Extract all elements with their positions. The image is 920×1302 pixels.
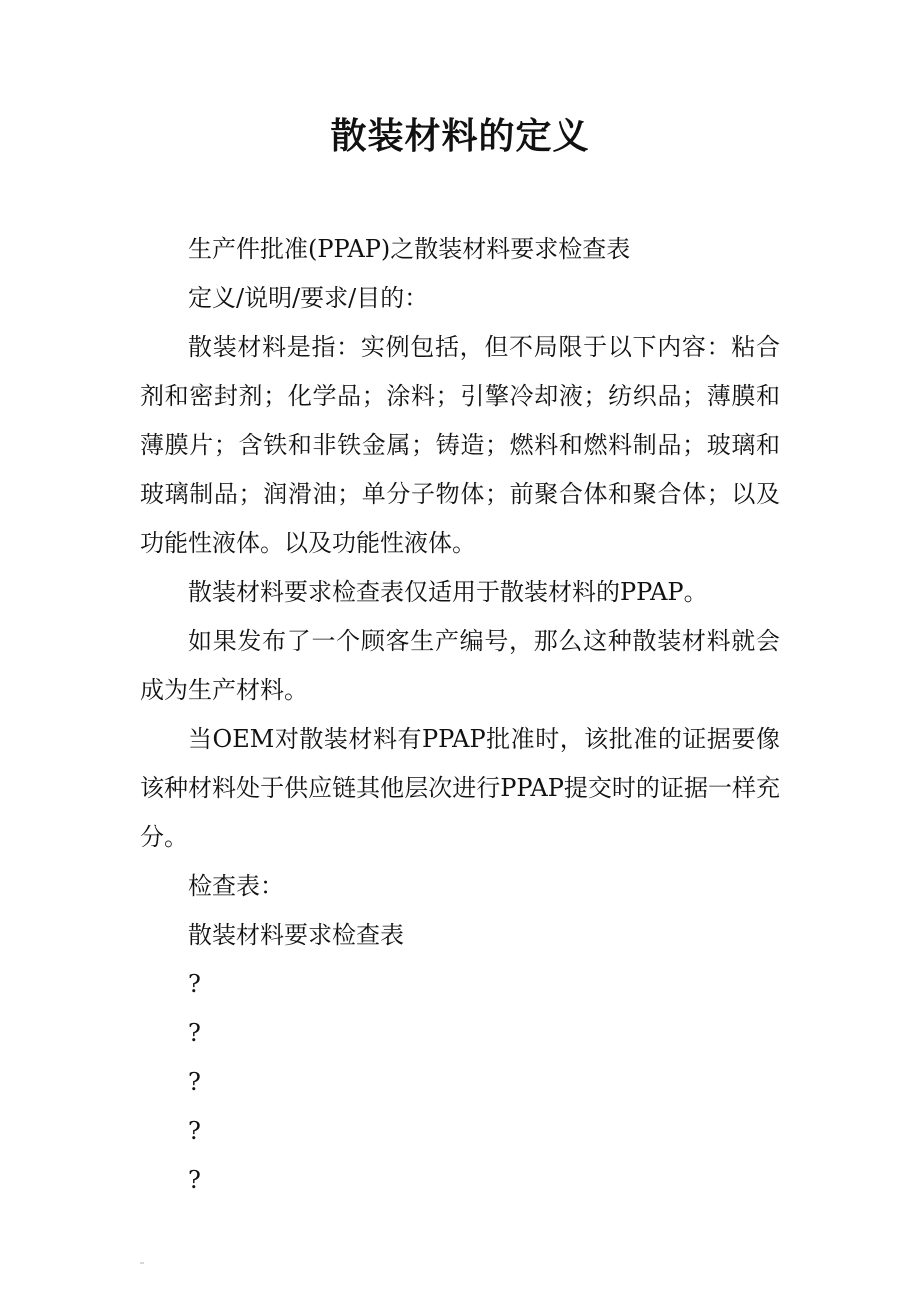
paragraph-ppap-heading: 生产件批准(PPAP)之散装材料要求检查表 <box>188 235 631 263</box>
checklist-item: ? <box>188 1019 201 1047</box>
document-body <box>140 225 780 1205</box>
page-mark <box>140 1262 144 1264</box>
paragraph-definition-label: 定义/说明/要求/目的： <box>188 284 429 312</box>
paragraph-oem-approval: 当OEM对散装材料有PPAP批准时，该批准的证据要像该种材料处于供应链其他层次进行PPAP提交时的证据一样充分。 <box>140 725 780 851</box>
paragraph-bulk-material-definition: 散装材料是指：实例包括，但不局限于以下内容：粘合剂和密封剂；化学品；涂料；引擎冷却液；纺织品；薄膜和薄膜片；含铁和非铁金属；铸造；燃料和燃料制品；玻璃和玻璃制品；润滑油；单分子物体；前聚合体和聚合体；以及功能性液体。以及功能性液体。 <box>140 333 780 557</box>
checklist-item: ? <box>188 1166 201 1194</box>
checklist-item: ? <box>188 1068 201 1096</box>
paragraph-checklist-title: 散装材料要求检查表 <box>188 921 404 949</box>
checklist-item: ? <box>188 970 201 998</box>
paragraph-checklist-label: 检查表： <box>188 872 284 900</box>
paragraph-customer-number: 如果发布了一个顾客生产编号，那么这种散装材料就会成为生产材料。 <box>140 627 780 704</box>
checklist-item: ? <box>188 1117 201 1145</box>
paragraph-checklist-scope: 散装材料要求检查表仅适用于散装材料的PPAP。 <box>188 578 708 606</box>
document-title: 散装材料的定义 <box>330 115 590 157</box>
